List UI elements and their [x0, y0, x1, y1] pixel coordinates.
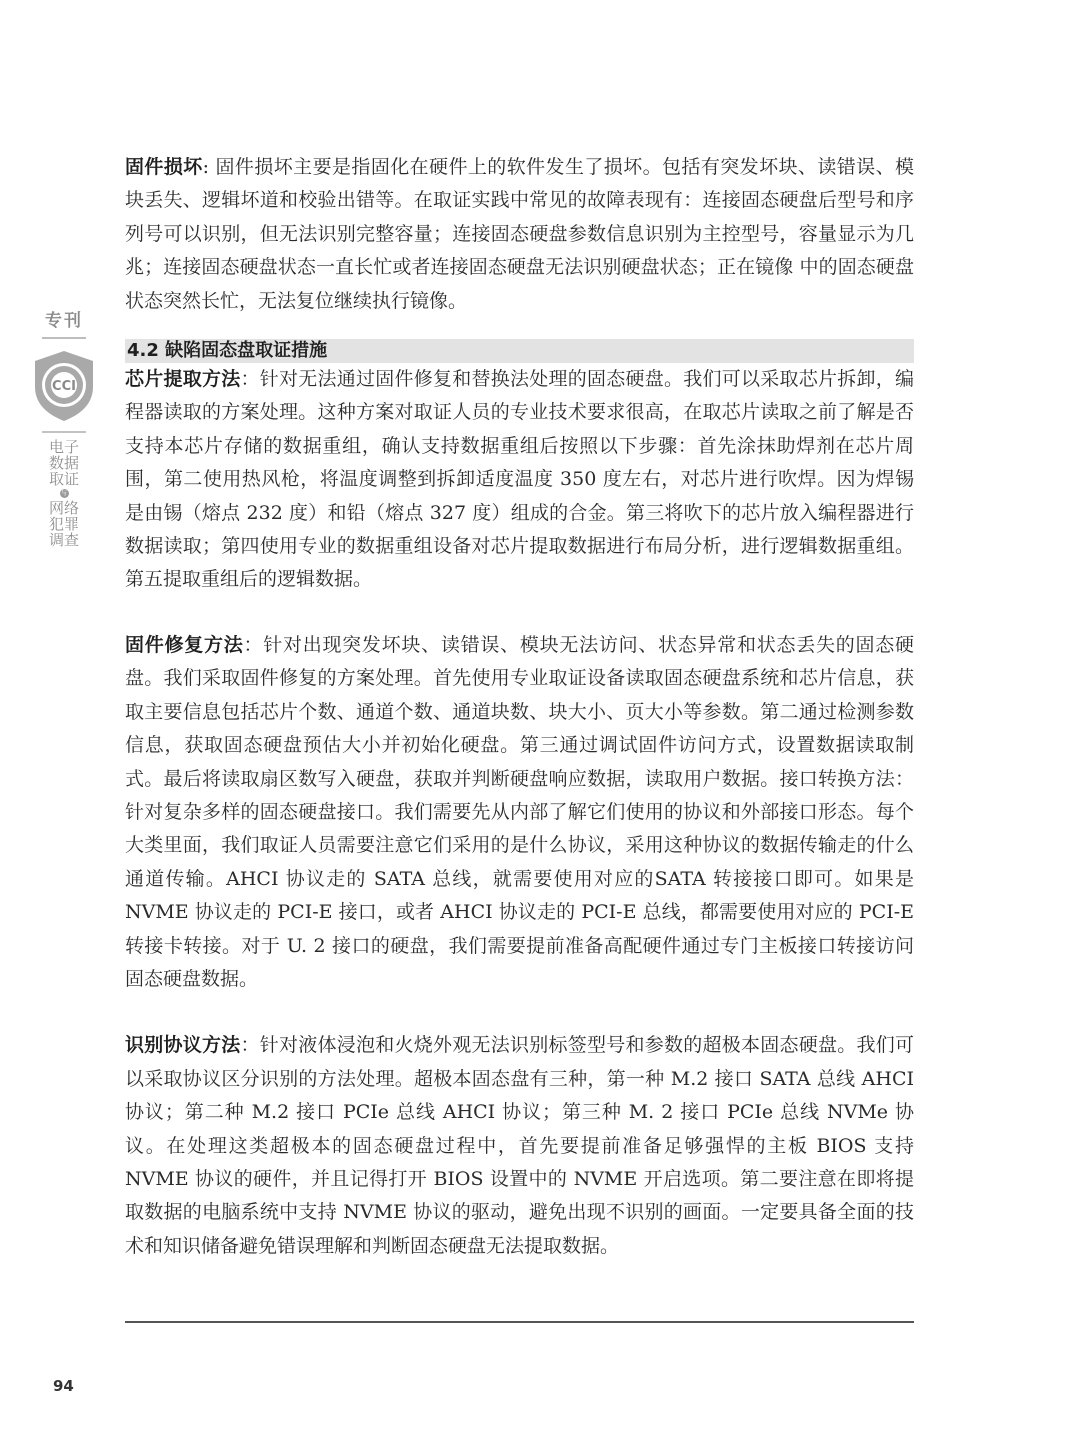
sidebar	[28, 306, 100, 548]
sidebar-connector: 与	[60, 490, 67, 497]
paragraph-chip-extraction	[125, 363, 914, 597]
sidebar-line: 数据	[48, 454, 79, 472]
paragraph-lead: 芯片提取方法	[125, 368, 241, 391]
sidebar-column-title	[44, 439, 84, 548]
sidebar-divider	[42, 431, 86, 433]
page-number: 94	[53, 1377, 74, 1395]
paragraph-firmware-repair	[125, 629, 914, 996]
sidebar-line: 网络	[48, 499, 79, 517]
paragraph-lead: 识别协议方法	[125, 1034, 241, 1057]
sidebar-line: 调查	[48, 531, 79, 549]
paragraph-firmware-damage	[125, 151, 914, 318]
paragraph-text: ：针对出现突发坏块、读错误、模块无法访问、状态异常和状态丢失的固态硬盘。我们采取固件修复的方案处理。首先使用专业取证设备读取固态硬盘系统和芯片信息，获取主要信息包括芯片个数、通道个数、通道块数、块大小、页大小等参数。第二通过检测参数信息，获取固态硬盘预估大小并初始化硬盘。第三通过调试固件访问方式，设置数据读取制式。最后将读取扇区数写入硬盘，获取并判断硬盘响应数据，读取用户数据。接口转换方法：针对复杂多样的固态硬盘接口。我们需要先从内部了解它们使用的协议和外部接口形态。每个大类里面，我们取证人员需要注意它们采用的是什么协议，采用这种协议的数据传输走的什么通道传输。AHCI 协议走的 SATA 总线，就需要使用对应的SATA 转接接口即可。如果是 NVME 协议走的 PCI-E 接口，或者 AHCI 协议走的 PCI-E 总线，都需要使用对应的 PCI-E 转接卡转接。对于 U. 2 接口的硬盘，我们需要提前准备高配硬件通过专门主板接口转接访问固态硬盘数据。	[125, 633, 914, 990]
paragraph-lead: 固件修复方法	[125, 633, 244, 656]
shield-badge-icon	[31, 349, 97, 423]
sidebar-line: 取证	[48, 470, 79, 488]
section-heading: 4.2 缺陷固态盘取证措施	[125, 339, 914, 363]
paragraph-text: ：针对无法通过固件修复和替换法处理的固态硬盘。我们可以采取芯片拆卸，编程器读取的方案处理。这种方案对取证人员的专业技术要求很高，在取芯片读取之前了解是否支持本芯片存储的数据重组，确认支持数据重组后按照以下步骤：首先涂抹助焊剂在芯片周围，第二使用热风枪，将温度调整到拆卸适度温度 350 度左右，对芯片进行吹焊。因为焊锡是由锡（熔点 232 度）和铅（熔点 327 度）组成的合金。第三将吹下的芯片放入编程器进行数据读取；第四使用专业的数据重组设备对芯片提取数据进行布局分析，进行逻辑数据重组。第五提取重组后的逻辑数据。	[125, 368, 914, 591]
sidebar-line: 电子	[48, 438, 79, 456]
badge-text: CCI	[52, 379, 76, 394]
sidebar-line: 犯罪	[48, 515, 79, 533]
paragraph-text: ：针对液体浸泡和火烧外观无法识别标签型号和参数的超极本固态硬盘。我们可以采取协议区分识别的方法处理。超极本固态盘有三种，第一种 M.2 接口 SATA 总线 AHCI 协议；第二种 M.2 接口 PCIe 总线 AHCI 协议；第三种 M. 2 接口 PCIe 总线 NVMe 协议。在处理这类超极本的固态硬盘过程中，首先要提前准备足够强悍的主板 BIOS 支持 NVME 协议的硬件，并且记得打开 BIOS 设置中的 NVME 开启选项。第二要注意在即将提取数据的电脑系统中支持 NVME 协议的驱动，避免出现不识别的画面。一定要具备全面的技术和知识储备避免错误理解和判断固态硬盘无法提取数据。	[125, 1034, 914, 1257]
sidebar-kicker: 专刊	[42, 306, 86, 339]
article-body	[125, 151, 914, 1263]
footer-divider	[125, 1321, 914, 1323]
paragraph-lead: 固件损坏	[125, 156, 203, 178]
paragraph-protocol-identification	[125, 1029, 914, 1263]
paragraph-text: : 固件损坏主要是指固化在硬件上的软件发生了损坏。包括有突发坏块、读错误、模块丢失、逻辑坏道和校验出错等。在取证实践中常见的故障表现有：连接固态硬盘后型号和序列号可以识别，但无法识别完整容量；连接固态硬盘参数信息识别为主控型号，容量显示为几兆；连接固态硬盘状态一直长忙或者连接固态硬盘无法识别硬盘状态；正在镜像 中的固态硬盘状态突然长忙，无法复位继续执行镜像。	[125, 156, 914, 312]
